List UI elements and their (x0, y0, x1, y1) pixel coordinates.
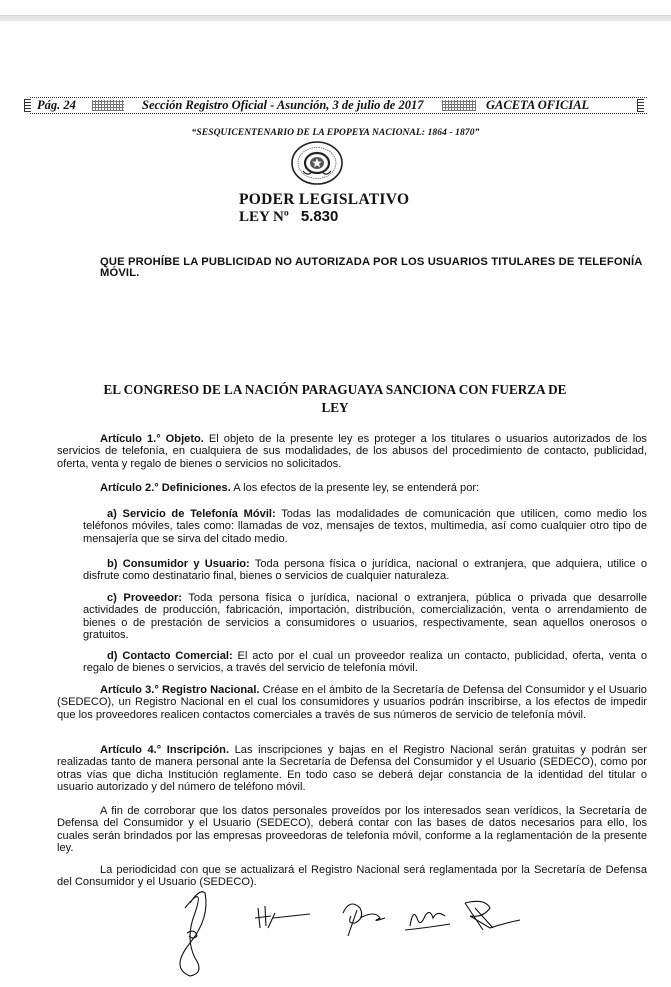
law-number-heading (239, 208, 338, 226)
article-4-paragraph: La periodicidad con que se actualizará el Registro Nacional será reglamentada por la Secretaría de Defensa del Consumidor y el Usuario (SEDECO). (57, 864, 647, 889)
law-label: LEY Nº (239, 209, 289, 225)
article-heading: Artículo 2.° Definiciones. (100, 482, 231, 494)
article-heading: Artículo 1.° Objeto. (100, 433, 204, 445)
law-number: 5.830 (300, 208, 339, 225)
definition-c (83, 592, 647, 641)
signature-icon (343, 904, 385, 936)
article-heading: Artículo 4.° Inscripción. (100, 744, 230, 756)
article-heading: Artículo 3.° Registro Nacional. (100, 684, 260, 696)
definition-text: Toda persona física o jurídica, nacional o extranjera, pública o privada que desarrolle actividades de producción, fabricación, importación, distribución, comercialización, venta o arrendamiento de bienes o de prestación de servicios a consumidores o usuarios, respectivamente, sean aquellos onerosos o gratuitos. (83, 592, 648, 641)
commemorative-subtitle: “SESQUICENTENARIO DE LA EPOPEYA NACIONAL: 1864 - 1870” (191, 128, 480, 138)
header-hatch-ornament (92, 100, 124, 111)
publication-name: GACETA OFICIAL (486, 98, 590, 112)
signature-icon (180, 892, 206, 976)
signature-icon (465, 901, 520, 930)
signatures-block (165, 888, 585, 978)
coat-of-arms-seal-icon (289, 140, 345, 186)
definition-heading: a) Servicio de Telefonía Móvil: (107, 508, 276, 520)
law-title: QUE PROHÍBE LA PUBLICIDAD NO AUTORIZADA POR LOS USUARIOS TITULARES DE TELEFONÍA MÓVIL. (100, 256, 643, 279)
definition-text: Todas las modalidades de comunicación que utilicen, como medio los teléfonos móviles, tales como: llamadas de voz, mensajes de textos, multimedia, así como cualquier otro tipo de mensajería que se sirva del citado medio. (83, 508, 647, 545)
authority-heading: PODER LEGISLATIVO (239, 191, 410, 208)
definition-text: Toda persona física o jurídica, nacional o extranjera, que adquiera, utilice o disfrute como destinatario final, bienes o servicios de cualquier naturaleza. (83, 558, 647, 583)
signature-icon (405, 912, 450, 930)
header-section: Sección Registro Oficial - Asunción, 3 de julio de 2017 (142, 98, 424, 112)
enacting-clause-line: EL CONGRESO DE LA NACIÓN PARAGUAYA SANCIONA CON FUERZA DE (103, 382, 567, 397)
gazette-header (30, 97, 647, 114)
article-3 (57, 684, 647, 721)
article-4 (57, 744, 647, 793)
enacting-clause-line: LEY (321, 400, 349, 415)
header-left-ornament (24, 99, 31, 112)
definition-heading: c) Proveedor: (107, 592, 182, 604)
article-text: Las inscripciones y bajas en el Registro Nacional serán gratuitas y podrán ser realizadas tanto de manera personal ante la Secretaría de Defensa del Consumidor y el Usuario (SEDECO), como por otras vías que dicha Institución reglamente. En todo caso se deberá dejar constancia de la identidad del titular o usuario autorizado y del número de teléfono móvil. (57, 744, 648, 793)
article-4-paragraph: A fin de corroborar que los datos personales proveídos por los interesados sean verídicos, la Secretaría de Defensa del Consumidor y el Usuario (SEDECO), deberá contar con las bases de datos necesarios para ello, los cuales serán brindados por las empresas proveedoras de telefonía móvil, conforme a la reglamentación de la presente ley. (57, 805, 647, 854)
article-text: A los efectos de la presente ley, se entenderá por: (230, 482, 480, 494)
definition-heading: b) Consumidor y Usuario: (107, 558, 250, 570)
header-right-ornament (637, 99, 644, 112)
definition-heading: d) Contacto Comercial: (107, 650, 233, 662)
article-2 (57, 482, 647, 494)
definition-text: El acto por el cual un proveedor realiza un contacto, publicidad, oferta, venta o regalo de bienes o servicios, a través del servicio de telefonía móvil. (83, 650, 648, 675)
header-hatch-ornament (442, 100, 476, 111)
article-1 (57, 433, 647, 470)
article-text: El objeto de la presente ley es proteger a los titulares o usuarios autorizados de los servicios de telefonía, en cualquiera de sus modalidades, de los abusos del procedimiento de contacto, publicidad, oferta, venta y regalo de bienes o servicios no solicitados. (57, 433, 647, 470)
signature-icon (255, 906, 310, 928)
article-text: Créase en el ámbito de la Secretaría de Defensa del Consumidor y el Usuario (SEDECO), un Registro Nacional en el cual los consumidores y usuarios podrán inscribirse, a los efectos de impedir que los proveedores realicen contactos comerciales a través de sus números de servicio de telefonía móvil. (57, 684, 647, 721)
definition-a (83, 508, 647, 545)
definition-b (83, 558, 647, 583)
enacting-clause (30, 381, 640, 417)
definition-d (83, 650, 647, 675)
page-number: Pág. 24 (37, 98, 76, 112)
